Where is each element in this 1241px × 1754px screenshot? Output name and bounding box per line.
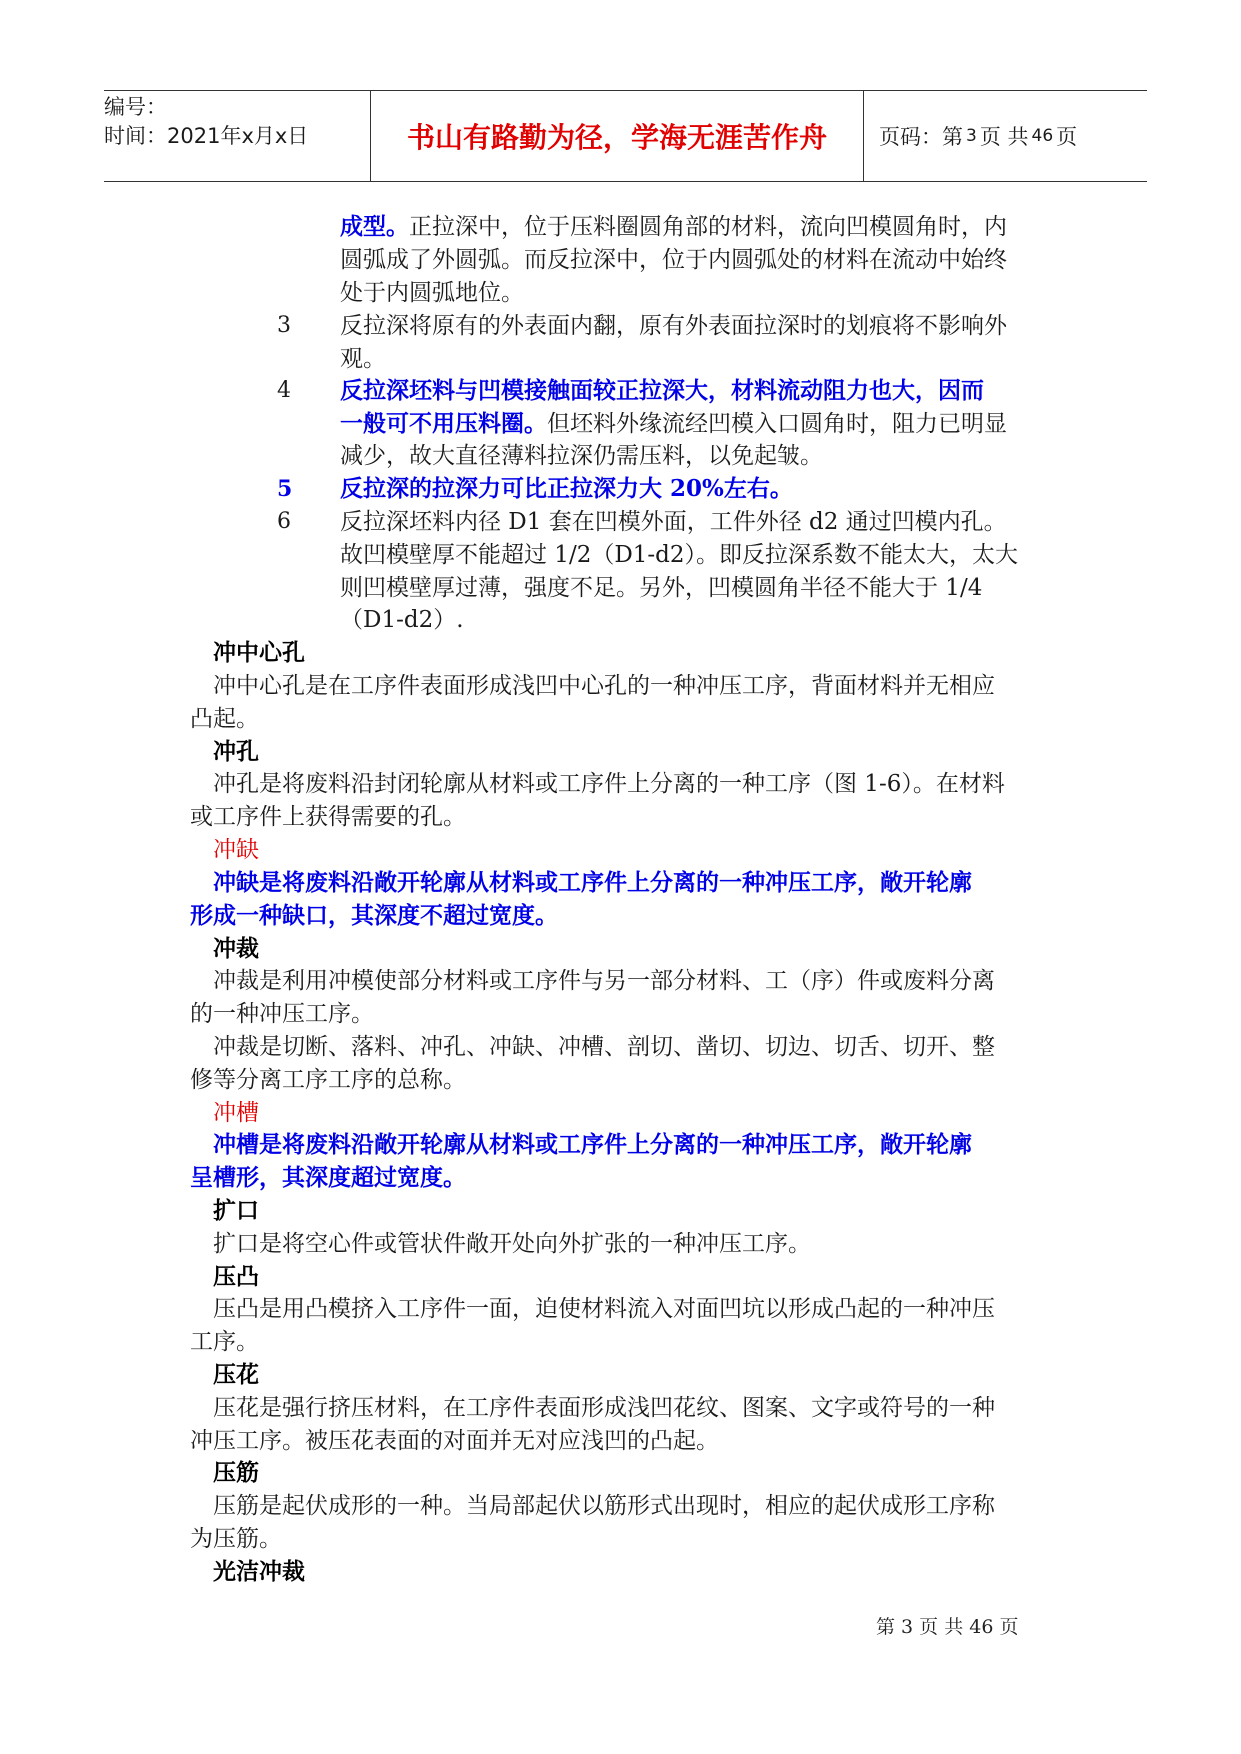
text-line: 压凸是用凸模挤入工序件一面，迫使材料流入对面凹坑以形成凸起的一种冲压 [213,1296,995,1322]
text-line: （D1-d2）. [340,607,464,633]
text-line: 修等分离工序工序的总称。 [190,1067,466,1093]
page-mid: 页 共 [979,125,1029,149]
text-line: 为压筋。 [190,1526,282,1552]
section-heading: 冲中心孔 [213,639,305,666]
text-span: 正拉深中，位于压料圈圆角部的材料，流向凹模圆角时，内 [409,214,1007,240]
text-line: 冲缺是将废料沿敞开轮廓从材料或工序件上分离的一种冲压工序，敞开轮廓 [213,869,972,896]
text-line: 呈槽形，其深度超过宽度。 [190,1164,466,1191]
text-line: 冲压工序。被压花表面的对面并无对应浅凹的凸起。 [190,1428,719,1454]
list-number: 3 [277,313,291,338]
time-label: 时间：2021年x月x日 [104,124,309,148]
section-heading: 压凸 [213,1263,259,1290]
section-heading: 冲缺 [213,837,259,863]
text-line: 工序。 [190,1329,259,1355]
code-label: 编号： [104,95,167,119]
text-line: 冲裁是利用冲模使部分材料或工序件与另一部分材料、工（序）件或废料分离 [213,968,995,994]
page-header [104,90,1147,182]
text-line: 凸起。 [190,706,259,732]
page-footer: 第 3 页 共 46 页 [876,1616,1019,1638]
text-line: 冲槽是将废料沿敞开轮廓从材料或工序件上分离的一种冲压工序，敞开轮廓 [213,1131,972,1158]
text-line: 的一种冲压工序。 [190,1001,374,1027]
text-line: 反拉深坯料内径 D1 套在凹模外面，工件外径 d2 通过凹模内孔。 [340,509,1007,535]
text-line: 或工序件上获得需要的孔。 [190,804,466,830]
section-heading: 冲槽 [213,1100,259,1126]
section-heading: 扩口 [213,1197,259,1224]
section-heading: 冲孔 [213,738,259,765]
text-line: 反拉深的拉深力可比正拉深力大 20%左右。 [340,475,793,502]
list-number: 5 [277,476,293,502]
text-line: 则凹模壁厚过薄，强度不足。另外，凹模圆角半径不能大于 1/4 [340,575,983,601]
section-heading: 压筋 [213,1459,259,1486]
text-line: 反拉深坯料与凹模接触面较正拉深大，材料流动阻力也大，因而 [340,377,984,404]
text-line: 观。 [340,346,386,372]
text-line: 冲孔是将废料沿封闭轮廓从材料或工序件上分离的一种工序（图 1-6）。在材料 [213,771,1005,797]
text-line: 压筋是起伏成形的一种。当局部起伏以筋形式出现时，相应的起伏成形工序称 [213,1493,995,1519]
text-line [340,212,1007,242]
text-line: 故凹模壁厚不能超过 1/2（D1-d2）。即反拉深系数不能太大，太大 [340,542,1019,568]
text-line: 形成一种缺口，其深度不超过宽度。 [190,902,558,929]
bold-phrase: 一般可不用压料圈。 [340,410,547,437]
text-line [340,409,1007,439]
page-prefix: 页码：第 [879,125,963,149]
section-heading: 冲裁 [213,935,259,962]
text-line: 处于内圆弧地位。 [340,280,524,306]
page-current: 3 [966,126,977,146]
section-heading: 光洁冲裁 [213,1558,305,1585]
section-heading: 压花 [213,1361,259,1388]
text-line: 扩口是将空心件或管状件敞开处向外扩张的一种冲压工序。 [213,1231,811,1257]
text-line: 压花是强行挤压材料，在工序件表面形成浅凹花纹、图案、文字或符号的一种 [213,1395,995,1421]
list-number: 4 [277,378,291,403]
text-line: 冲中心孔是在工序件表面形成浅凹中心孔的一种冲压工序，背面材料并无相应 [213,673,995,699]
page-suffix: 页 [1056,125,1078,149]
page-total: 46 [1031,126,1054,146]
list-number: 6 [277,509,291,534]
text-span: 但坯料外缘流经凹模入口圆角时，阻力已明显 [547,411,1007,437]
text-line: 反拉深将原有的外表面内翻，原有外表面拉深时的划痕将不影响外 [340,313,1007,339]
bold-phrase: 成型。 [340,213,409,240]
header-page-number [865,91,1161,181]
text-line: 冲裁是切断、落料、冲孔、冲缺、冲槽、剖切、凿切、切边、切舌、切开、整 [213,1034,995,1060]
text-line: 圆弧成了外圆弧。而反拉深中，位于内圆弧处的材料在流动中始终 [340,247,1007,273]
header-left-cell [104,91,369,183]
header-motto: 书山有路勤为径，学海无涯苦作舟 [370,91,864,181]
text-line: 减少，故大直径薄料拉深仍需压料，以免起皱。 [340,443,823,469]
